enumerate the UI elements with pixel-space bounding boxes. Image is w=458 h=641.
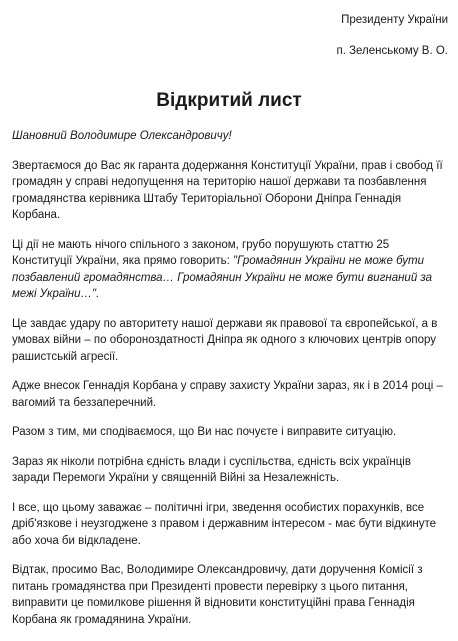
- addressee-block: [336, 12, 448, 60]
- paragraph-7: І все, що цьому заважає – політичні ігри, зведення особистих порахунків, все дріб'язкове і неузгоджене з правом і державним інтересом - має бути відкинуте або хоча би відкладене.: [12, 501, 437, 547]
- paragraph-4: Адже внесок Геннадія Корбана у справу захисту України зараз, як і в 2014 році – вагомий та беззаперечний.: [12, 380, 443, 409]
- paragraph-8: Відтак, просимо Вас, Володимире Олександровичу, дати доручення Комісії з питань громадянства при Президенті провести перевірку з цього питання, виправити це помилкове рішення й відновити конституційні права Геннадія Корбана як громадянина України.: [12, 564, 423, 626]
- paragraph-1: Звертаємося до Вас як гаранта додержання Конституції України, прав і свобод її громадян у справі недопущення на територію нашої держави та позбавлення громадянства керівника Штабу Територіальної Оборони Дніпра Геннадія Корбана.: [12, 159, 443, 221]
- paragraph-3: Це завдає удару по авторитету нашої держави як правової та європейської, а в умовах війни – по обороноздатності Дніпра як одного з ключових центрів опору рашистській агресії.: [12, 317, 438, 363]
- letter-body: [12, 128, 446, 641]
- paragraph-5: Разом з тим, ми сподіваємося, що Ви нас почуєте і виправите ситуацію.: [12, 426, 397, 438]
- constitution-quote: "Громадянин України не може бути позбавлений громадянства… Громадянин України не може бути вигнаний за межі України…".: [12, 255, 433, 300]
- letter-title: Відкритий лист: [156, 90, 302, 111]
- paragraph-2-lead: Ці дії не мають нічого спільного з законом, грубо порушують статтю 25 Конституції України, яка прямо говорить:: [12, 238, 390, 267]
- paragraph-6: Зараз як ніколи потрібна єдність влади і суспільства, єдність всіх українців заради Перемоги України у священній Війні за Незалежність.: [12, 455, 411, 484]
- addressee-recipient: Президенту України: [341, 14, 448, 26]
- paragraph-2: [12, 237, 446, 303]
- salutation: Шановний Володимире Олександровичу!: [12, 130, 232, 142]
- addressee-name: п. Зеленському В. О.: [336, 45, 448, 57]
